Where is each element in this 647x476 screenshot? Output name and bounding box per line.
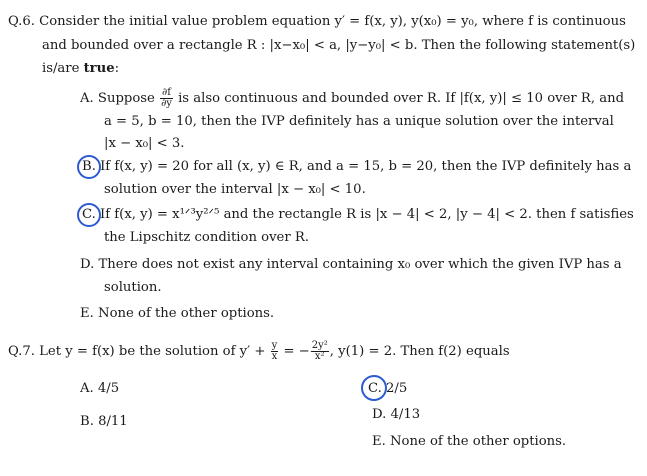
q6-stem-line1: Consider the initial value problem equation y′ = f(x, y), y(x₀) = y₀, where f is continuous xyxy=(39,14,626,29)
q6-option-c[interactable]: C. If f(x, y) = x¹ᐟ³y²ᐟ⁵ and the rectangle R is |x − 4| < 2, |y − 4| < 2. then f satisfies xyxy=(82,207,634,222)
q6-option-a[interactable]: A. Suppose $\frac{\partial f}{\partial y}$ is also continuous and bounded over R. If |f(x, y)| ≤ 10 over R, and xyxy=(80,87,625,109)
q6-option-b-line2: solution over the interval |x − x₀| < 10. xyxy=(104,182,366,197)
q6-stem-line2: and bounded over a rectangle R : |x−x₀| < a, |y−y₀| < b. Then the following statement(s) xyxy=(42,38,636,53)
q6-option-e-label: E. xyxy=(80,306,94,321)
q6-true-word: true xyxy=(83,61,115,76)
q6-option-a-label: A. xyxy=(80,91,94,106)
q7-option-c-label: C. xyxy=(368,381,382,396)
q6-option-a-line3: |x − x₀| < 3. xyxy=(104,136,185,151)
q6-option-a-line2: a = 5, b = 10, then the IVP definitely has a unique solution over the interval xyxy=(104,114,614,129)
q6-option-c-label: C. xyxy=(82,207,96,222)
q6-option-d-label: D. xyxy=(80,257,95,272)
q6-option-b[interactable]: B. If f(x, y) = 20 for all (x, y) ∈ R, and a = 15, b = 20, then the IVP definitely has a xyxy=(82,159,632,174)
q7-fraction-2y2-over-x2: $\frac{\text{2y²}}{\text{x²}}$ xyxy=(311,340,328,362)
q7-option-c-value: 2/5 xyxy=(386,381,408,396)
q7-number: Q.7. xyxy=(8,344,35,359)
q6-option-e[interactable]: E. None of the other options. xyxy=(80,306,275,321)
q7-stem: Q.7. Let y = f(x) be the solution of y′ + $\frac{y}{x}$ = − $\frac{\text{2y²}}{\text{x²}}$ , y(1) = 2. Then f(2) equals xyxy=(8,340,510,362)
q7-option-d[interactable]: D. 4/13 xyxy=(372,407,421,422)
q6-option-d[interactable]: D. There does not exist any interval containing x₀ over which the given IVP has a xyxy=(80,257,622,272)
q7-option-e[interactable]: E. None of the other options. xyxy=(372,434,567,449)
q7-option-b[interactable]: B. 8/11 xyxy=(80,414,128,429)
q7-option-a[interactable]: A. 4/5 xyxy=(80,381,120,396)
q6-option-d-line2: solution. xyxy=(104,280,162,295)
q7-option-c[interactable] xyxy=(368,377,407,401)
q6-option-b-label: B. xyxy=(82,159,96,174)
q7-fraction-y-over-x: $\frac{y}{x}$ xyxy=(271,340,278,362)
q6-number: Q.6. xyxy=(8,14,35,29)
q6-option-c-line2: the Lipschitz condition over R. xyxy=(104,230,309,245)
q6-line1 xyxy=(8,10,626,34)
partial-derivative-fraction: $\frac{\partial f}{\partial y}$ xyxy=(161,87,172,109)
q6-stem-line3: is/are true: xyxy=(42,61,120,76)
